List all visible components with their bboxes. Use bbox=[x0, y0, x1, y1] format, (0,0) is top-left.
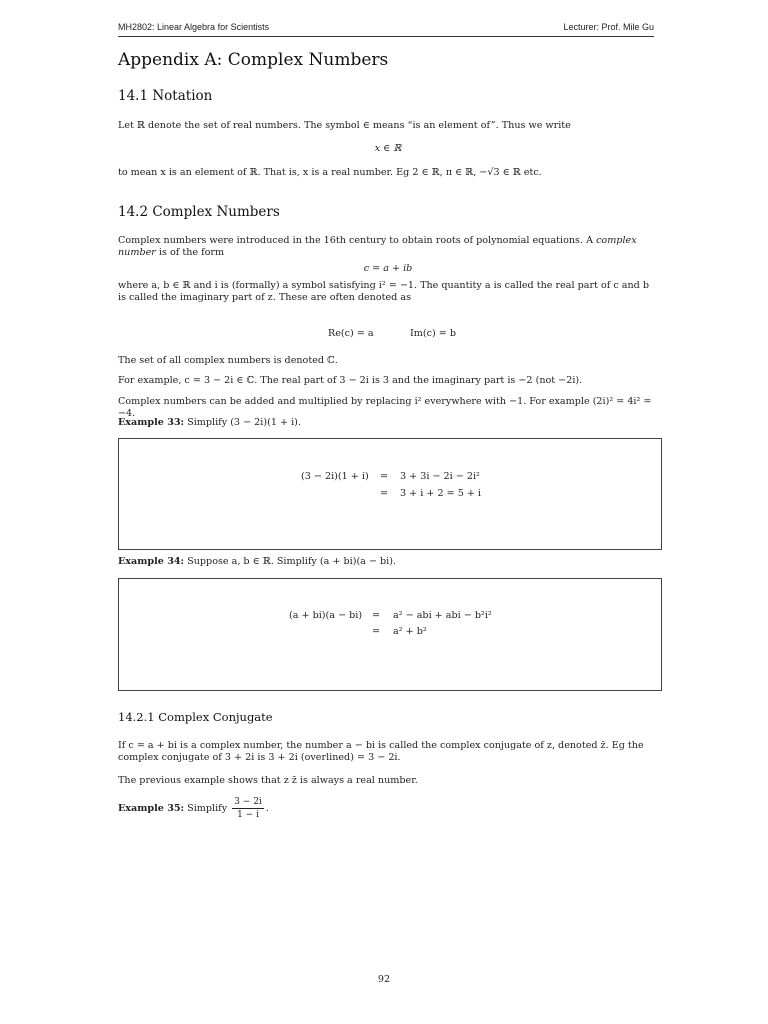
notation-paragraph-2: to mean x is an element of ℝ. That is, x is a real number. Eg 2 ∈ ℝ, π ∈ ℝ, −√3 ∈ ℝ etc. bbox=[118, 167, 542, 178]
example-34-solution-box bbox=[118, 578, 662, 691]
ex33-lhs: (3 − 2i)(1 + i) bbox=[301, 471, 369, 482]
subsection-heading-conjugate: 14.2.1 Complex Conjugate bbox=[118, 710, 273, 724]
example-33 bbox=[118, 417, 301, 429]
conjugate-paragraph-2: The previous example shows that z z̄ is always a real number. bbox=[118, 775, 418, 786]
ex34-eq-1: = bbox=[372, 610, 381, 621]
real-part-display: Re(c) = a bbox=[328, 328, 374, 339]
complex-paragraph-5: Complex numbers can be added and multiplied by replacing i² everywhere with −1. For example (2i)² = 4i² = −4. bbox=[118, 396, 652, 419]
notation-display-math: x ∈ ℝ bbox=[374, 143, 402, 154]
complex-paragraph-1-b: is of the form bbox=[155, 247, 225, 258]
ex34-row-2: a² + b² bbox=[393, 626, 427, 637]
ex34-row-1: a² − abi + abi − b²i² bbox=[393, 610, 492, 621]
complex-form-math: c = a + ib bbox=[363, 263, 413, 274]
header-course: MH2802: Linear Algebra for Scientists bbox=[118, 22, 270, 32]
example-35-label: Example 35: bbox=[118, 803, 185, 814]
fraction-denominator: 1 − i bbox=[237, 810, 259, 820]
example-35-fraction bbox=[232, 796, 264, 821]
complex-number-term: complex number bbox=[118, 235, 637, 258]
example-33-text: Simplify (3 − 2i)(1 + i). bbox=[187, 417, 301, 428]
fraction-numerator: 3 − 2i bbox=[234, 797, 262, 807]
example-34 bbox=[118, 556, 396, 568]
complex-paragraph-1 bbox=[118, 235, 658, 259]
ex33-eq-1: = bbox=[380, 471, 389, 482]
notation-paragraph-1: Let ℝ denote the set of real numbers. The symbol ∈ means “is an element of”. Thus we write bbox=[118, 120, 571, 131]
complex-paragraph-2: where a, b ∈ ℝ and i is (formally) a symbol satisfying i² = −1. The quantity a is called the real part of c and b is called the imaginary part of z. These are often denoted as bbox=[118, 280, 649, 303]
example-33-solution-box bbox=[118, 438, 662, 550]
ex33-row-2: 3 + i + 2 = 5 + i bbox=[400, 488, 481, 499]
running-header bbox=[118, 22, 654, 36]
complex-form-display bbox=[118, 263, 658, 275]
imag-part-display: Im(c) = b bbox=[410, 328, 457, 339]
example-33-label: Example 33: bbox=[118, 417, 185, 428]
ex33-eq-2: = bbox=[380, 488, 389, 499]
ex34-lhs: (a + bi)(a − bi) bbox=[289, 610, 363, 621]
example-34-text: Suppose a, b ∈ ℝ. Simplify (a + bi)(a − bi). bbox=[187, 556, 397, 567]
header-lecturer: Lecturer: Prof. Mile Gu bbox=[563, 22, 654, 32]
page-title: Appendix A: Complex Numbers bbox=[118, 50, 389, 70]
conjugate-paragraph-1: If c = a + bi is a complex number, the number a − bi is called the complex conjugate of z, denoted z̄. Eg the complex conjugate of 3 + 2i is 3 + 2i (overlined) = 3 − 2i. bbox=[118, 740, 644, 763]
example-35-text: Simplify bbox=[187, 803, 228, 814]
header-rule bbox=[118, 36, 654, 37]
example-35: Example 35: Simplify $\frac{3 - 2i}{1 - i}$ . bbox=[118, 797, 269, 820]
example-34-label: Example 34: bbox=[118, 556, 185, 567]
page-number: 92 bbox=[377, 974, 391, 985]
notation-display bbox=[118, 143, 658, 155]
section-heading-complex-numbers: 14.2 Complex Numbers bbox=[118, 204, 280, 220]
ex34-eq-2: = bbox=[372, 626, 381, 637]
ex33-row-1: 3 + 3i − 2i − 2i² bbox=[400, 471, 480, 482]
section-heading-notation: 14.1 Notation bbox=[118, 88, 213, 104]
complex-paragraph-4: For example, c = 3 − 2i ∈ ℂ. The real part of 3 − 2i is 3 and the imaginary part is −2 (not −2i). bbox=[118, 375, 583, 386]
complex-paragraph-3: The set of all complex numbers is denoted ℂ. bbox=[118, 355, 338, 366]
complex-paragraph-1-a: Complex numbers were introduced in the 16th century to obtain roots of polynomial equations. A bbox=[118, 235, 597, 246]
